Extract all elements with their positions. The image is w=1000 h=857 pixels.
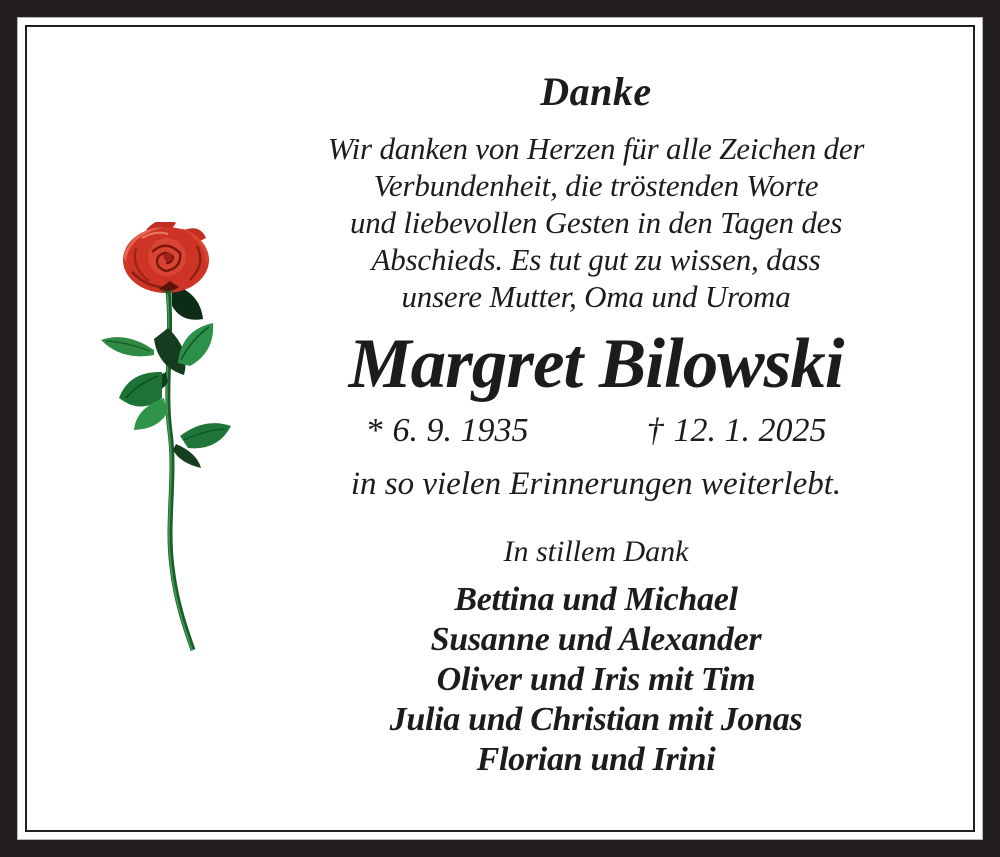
death-date-value: 12. 1. 2025 bbox=[673, 412, 827, 449]
mourner-line: Julia und Christian mit Jonas bbox=[389, 701, 803, 738]
mourners-list bbox=[238, 580, 954, 780]
birth-date-value: 6. 9. 1935 bbox=[392, 412, 529, 449]
life-dates bbox=[238, 411, 954, 451]
mourner-line: Oliver und Iris mit Tim bbox=[436, 661, 756, 698]
mourner-line: Susanne und Alexander bbox=[430, 621, 762, 658]
deceased-name: Margret Bilowski bbox=[348, 325, 844, 403]
notice-text bbox=[238, 28, 954, 780]
closing-line: In stillem Dank bbox=[503, 535, 689, 568]
notice-content bbox=[28, 28, 972, 829]
intro-line: Verbundenheit, die tröstenden Worte bbox=[373, 168, 819, 203]
notice-title: Danke bbox=[540, 69, 652, 114]
death-date bbox=[647, 411, 827, 451]
intro-paragraph bbox=[238, 130, 954, 315]
death-cross-symbol: † bbox=[646, 412, 664, 449]
intro-line: unsere Mutter, Oma und Uroma bbox=[401, 279, 791, 314]
memory-line: in so vielen Erinnerungen weiterlebt. bbox=[350, 466, 842, 502]
intro-line: Wir danken von Herzen für alle Zeichen der bbox=[327, 131, 865, 166]
intro-line: und liebevollen Gesten in den Tagen des bbox=[349, 205, 843, 240]
mourner-line: Bettina und Michael bbox=[454, 581, 738, 618]
birth-star-symbol: * bbox=[365, 412, 383, 449]
birth-date bbox=[366, 411, 529, 451]
mourner-line: Florian und Irini bbox=[476, 741, 716, 778]
intro-line: Abschieds. Es tut gut zu wissen, dass bbox=[371, 242, 821, 277]
